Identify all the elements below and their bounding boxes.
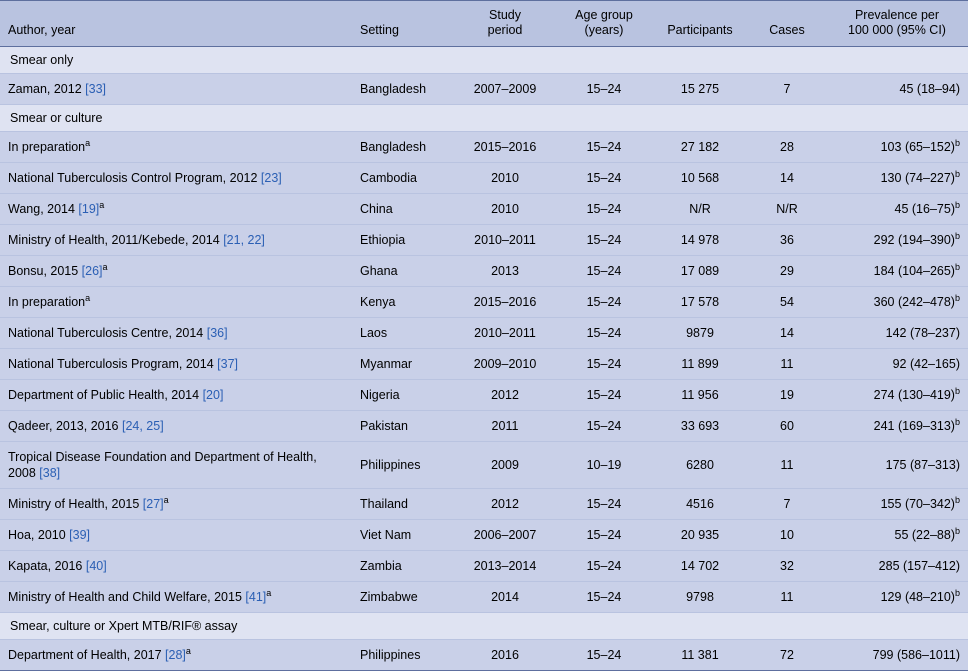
column-header-prevalence-line1: Prevalence per bbox=[854, 8, 940, 22]
cell-cases: N/R bbox=[748, 194, 826, 225]
cell-setting: Nigeria bbox=[352, 380, 454, 411]
author-footnote-marker: a bbox=[102, 261, 108, 272]
cell-cases: 11 bbox=[748, 349, 826, 380]
cell-setting: Philippines bbox=[352, 640, 454, 671]
cell-study-period: 2012 bbox=[454, 489, 556, 520]
table-row bbox=[0, 349, 968, 380]
cell-participants: 11 956 bbox=[652, 380, 748, 411]
cell-cases: 72 bbox=[748, 640, 826, 671]
cell-setting: Laos bbox=[352, 318, 454, 349]
author-year-text: Qadeer, 2013, 2016 bbox=[8, 419, 122, 433]
cell-cases: 7 bbox=[748, 74, 826, 105]
cell-prevalence bbox=[826, 256, 968, 287]
table-group-row bbox=[0, 47, 968, 74]
author-year-text: Hoa, 2010 bbox=[8, 528, 70, 542]
author-year-text: Kapata, 2016 bbox=[8, 559, 86, 573]
prevalence-value: 45 (16–75) bbox=[894, 202, 955, 216]
cell-setting: Pakistan bbox=[352, 411, 454, 442]
cell-prevalence bbox=[826, 442, 968, 489]
table-group-row bbox=[0, 105, 968, 132]
cell-cases: 60 bbox=[748, 411, 826, 442]
cell-author-year bbox=[0, 194, 352, 225]
prevalence-value: 799 (586–1011) bbox=[872, 648, 960, 662]
table-row bbox=[0, 318, 968, 349]
prevalence-footnote-marker: b bbox=[954, 416, 960, 427]
cell-setting: Zimbabwe bbox=[352, 582, 454, 613]
table-row bbox=[0, 132, 968, 163]
cell-participants: 15 275 bbox=[652, 74, 748, 105]
cell-cases: 29 bbox=[748, 256, 826, 287]
cell-participants: 9798 bbox=[652, 582, 748, 613]
cell-author-year bbox=[0, 163, 352, 194]
cell-participants: 11 381 bbox=[652, 640, 748, 671]
prevalence-footnote-marker: b bbox=[954, 168, 960, 179]
cell-author-year bbox=[0, 74, 352, 105]
cell-participants: 17 578 bbox=[652, 287, 748, 318]
prevalence-value: 103 (65–152) bbox=[880, 140, 955, 154]
prevalence-footnote-marker: b bbox=[954, 137, 960, 148]
cell-age-group: 15–24 bbox=[556, 194, 652, 225]
cell-setting: Kenya bbox=[352, 287, 454, 318]
cell-setting: China bbox=[352, 194, 454, 225]
cell-prevalence bbox=[826, 194, 968, 225]
cell-participants: 14 702 bbox=[652, 551, 748, 582]
table-group-row bbox=[0, 613, 968, 640]
cell-author-year bbox=[0, 640, 352, 671]
cell-cases: 7 bbox=[748, 489, 826, 520]
prevalence-value: 55 (22–88) bbox=[894, 528, 955, 542]
cell-participants: 11 899 bbox=[652, 349, 748, 380]
cell-participants: 33 693 bbox=[652, 411, 748, 442]
cell-age-group: 15–24 bbox=[556, 489, 652, 520]
cell-setting: Thailand bbox=[352, 489, 454, 520]
cell-study-period: 2013 bbox=[454, 256, 556, 287]
column-header-author: Author, year bbox=[0, 1, 352, 47]
cell-setting: Ghana bbox=[352, 256, 454, 287]
prevalence-footnote-marker: b bbox=[954, 230, 960, 241]
cell-prevalence bbox=[826, 520, 968, 551]
cell-age-group: 15–24 bbox=[556, 318, 652, 349]
cell-age-group: 15–24 bbox=[556, 520, 652, 551]
table-row bbox=[0, 74, 968, 105]
cell-prevalence bbox=[826, 640, 968, 671]
cell-setting: Philippines bbox=[352, 442, 454, 489]
cell-cases: 11 bbox=[748, 582, 826, 613]
cell-study-period: 2016 bbox=[454, 640, 556, 671]
column-header-age-group-line1: Age group bbox=[575, 8, 633, 22]
cell-author-year bbox=[0, 256, 352, 287]
author-footnote-marker: a bbox=[185, 645, 191, 656]
cell-prevalence bbox=[826, 163, 968, 194]
cell-age-group: 15–24 bbox=[556, 582, 652, 613]
table-row bbox=[0, 380, 968, 411]
cell-cases: 14 bbox=[748, 318, 826, 349]
cell-cases: 14 bbox=[748, 163, 826, 194]
cell-study-period: 2006–2007 bbox=[454, 520, 556, 551]
cell-participants: N/R bbox=[652, 194, 748, 225]
cell-participants: 27 182 bbox=[652, 132, 748, 163]
prevalence-value: 184 (104–265) bbox=[873, 264, 955, 278]
table-row bbox=[0, 520, 968, 551]
author-year-text: National Tuberculosis Program, 2014 bbox=[8, 357, 218, 371]
table-row bbox=[0, 489, 968, 520]
citation-reference-link[interactable]: [27] bbox=[142, 497, 164, 511]
cell-participants: 10 568 bbox=[652, 163, 748, 194]
cell-cases: 54 bbox=[748, 287, 826, 318]
table-header-row bbox=[0, 1, 968, 47]
cell-cases: 28 bbox=[748, 132, 826, 163]
table-row bbox=[0, 163, 968, 194]
table-row bbox=[0, 225, 968, 256]
citation-reference-link[interactable]: [38] bbox=[39, 466, 61, 480]
cell-cases: 32 bbox=[748, 551, 826, 582]
cell-setting: Bangladesh bbox=[352, 74, 454, 105]
table-row bbox=[0, 256, 968, 287]
prevalence-value: 360 (242–478) bbox=[873, 295, 955, 309]
cell-prevalence bbox=[826, 489, 968, 520]
cell-age-group: 15–24 bbox=[556, 551, 652, 582]
author-year-text: Zaman, 2012 bbox=[8, 82, 86, 96]
citation-reference-link[interactable]: [36] bbox=[206, 326, 228, 340]
prevalence-footnote-marker: b bbox=[954, 525, 960, 536]
cell-author-year bbox=[0, 349, 352, 380]
author-year-text: Bonsu, 2015 bbox=[8, 264, 82, 278]
cell-author-year bbox=[0, 520, 352, 551]
author-year-text: Ministry of Health and Child Welfare, 2015 bbox=[8, 590, 246, 604]
cell-cases: 10 bbox=[748, 520, 826, 551]
cell-age-group: 15–24 bbox=[556, 225, 652, 256]
cell-study-period: 2009–2010 bbox=[454, 349, 556, 380]
author-footnote-marker: a bbox=[85, 292, 91, 303]
table-group-label: Smear only bbox=[0, 47, 968, 74]
citation-reference-link[interactable]: [39] bbox=[69, 528, 91, 542]
cell-author-year bbox=[0, 225, 352, 256]
cell-setting: Viet Nam bbox=[352, 520, 454, 551]
author-footnote-marker: a bbox=[163, 494, 169, 505]
table-row bbox=[0, 640, 968, 671]
cell-participants: 6280 bbox=[652, 442, 748, 489]
table-row bbox=[0, 551, 968, 582]
cell-age-group: 15–24 bbox=[556, 132, 652, 163]
table-group-label: Smear or culture bbox=[0, 105, 968, 132]
cell-study-period: 2014 bbox=[454, 582, 556, 613]
cell-study-period: 2007–2009 bbox=[454, 74, 556, 105]
prevalence-value: 285 (157–412) bbox=[878, 559, 960, 573]
citation-reference-link[interactable]: [20] bbox=[202, 388, 224, 402]
cell-age-group: 10–19 bbox=[556, 442, 652, 489]
cell-cases: 11 bbox=[748, 442, 826, 489]
prevalence-value: 274 (130–419) bbox=[873, 388, 955, 402]
prevalence-value: 45 (18–94) bbox=[899, 82, 960, 96]
cell-age-group: 15–24 bbox=[556, 74, 652, 105]
cell-setting: Bangladesh bbox=[352, 132, 454, 163]
cell-age-group: 15–24 bbox=[556, 411, 652, 442]
prevalence-value: 292 (194–390) bbox=[873, 233, 955, 247]
table-row bbox=[0, 442, 968, 489]
author-year-text: Tropical Disease Foundation and Department of Health, 2008 bbox=[8, 450, 317, 480]
prevalence-value: 129 (48–210) bbox=[880, 590, 955, 604]
citation-reference-link[interactable]: [19] bbox=[78, 202, 100, 216]
prevalence-footnote-marker: b bbox=[954, 292, 960, 303]
table-row bbox=[0, 287, 968, 318]
cell-setting: Zambia bbox=[352, 551, 454, 582]
table-row bbox=[0, 411, 968, 442]
cell-participants: 17 089 bbox=[652, 256, 748, 287]
author-footnote-marker: a bbox=[85, 137, 91, 148]
table-header bbox=[0, 1, 968, 47]
cell-study-period: 2010–2011 bbox=[454, 225, 556, 256]
prevalence-footnote-marker: b bbox=[954, 199, 960, 210]
prevalence-footnote-marker: b bbox=[954, 385, 960, 396]
prevalence-value: 92 (42–165) bbox=[892, 357, 960, 371]
cell-author-year bbox=[0, 411, 352, 442]
cell-prevalence bbox=[826, 411, 968, 442]
cell-author-year bbox=[0, 582, 352, 613]
citation-reference-link[interactable]: [23] bbox=[260, 171, 282, 185]
author-year-text: Ministry of Health, 2015 bbox=[8, 497, 143, 511]
column-header-cases: Cases bbox=[748, 1, 826, 47]
cell-study-period: 2009 bbox=[454, 442, 556, 489]
cell-study-period: 2015–2016 bbox=[454, 287, 556, 318]
cell-study-period: 2015–2016 bbox=[454, 132, 556, 163]
author-year-text: Department of Public Health, 2014 bbox=[8, 388, 203, 402]
author-year-text: In preparation bbox=[8, 140, 86, 154]
table-body bbox=[0, 47, 968, 671]
column-header-age-group bbox=[556, 1, 652, 47]
column-header-setting: Setting bbox=[352, 1, 454, 47]
citation-reference-link[interactable]: [24, 25] bbox=[121, 419, 164, 433]
prevalence-value: 155 (70–342) bbox=[880, 497, 955, 511]
cell-study-period: 2010 bbox=[454, 163, 556, 194]
author-year-text: In preparation bbox=[8, 295, 86, 309]
author-year-text: Ministry of Health, 2011/Kebede, 2014 bbox=[8, 233, 224, 247]
citation-reference-link[interactable]: [37] bbox=[217, 357, 238, 371]
column-header-prevalence bbox=[826, 1, 968, 47]
cell-prevalence bbox=[826, 380, 968, 411]
cell-prevalence bbox=[826, 582, 968, 613]
citation-reference-link[interactable]: [40] bbox=[85, 559, 107, 573]
prevalence-footnote-marker: b bbox=[954, 587, 960, 598]
cell-author-year bbox=[0, 318, 352, 349]
cell-prevalence bbox=[826, 74, 968, 105]
cell-cases: 36 bbox=[748, 225, 826, 256]
cell-age-group: 15–24 bbox=[556, 380, 652, 411]
column-header-age-group-line2: (years) bbox=[584, 23, 624, 37]
cell-cases: 19 bbox=[748, 380, 826, 411]
cell-study-period: 2013–2014 bbox=[454, 551, 556, 582]
cell-prevalence bbox=[826, 225, 968, 256]
column-header-study-period-line1: Study bbox=[489, 8, 521, 22]
citation-reference-link[interactable]: [21, 22] bbox=[223, 233, 265, 247]
prevalence-value: 130 (74–227) bbox=[880, 171, 955, 185]
author-year-text: National Tuberculosis Control Program, 2012 bbox=[8, 171, 261, 185]
table-row bbox=[0, 582, 968, 613]
cell-author-year bbox=[0, 442, 352, 489]
column-header-study-period-line2: period bbox=[487, 23, 523, 37]
column-header-study-period bbox=[454, 1, 556, 47]
cell-author-year bbox=[0, 132, 352, 163]
author-footnote-marker: a bbox=[266, 587, 272, 598]
cell-study-period: 2010–2011 bbox=[454, 318, 556, 349]
table-group-label: Smear, culture or Xpert MTB/RIF® assay bbox=[0, 613, 968, 640]
cell-participants: 9879 bbox=[652, 318, 748, 349]
cell-age-group: 15–24 bbox=[556, 640, 652, 671]
cell-author-year bbox=[0, 287, 352, 318]
author-year-text: National Tuberculosis Centre, 2014 bbox=[8, 326, 207, 340]
citation-reference-link[interactable]: [28] bbox=[165, 648, 186, 662]
cell-setting: Cambodia bbox=[352, 163, 454, 194]
prevalence-value: 142 (78–237) bbox=[885, 326, 960, 340]
citation-reference-link[interactable]: [41] bbox=[245, 590, 267, 604]
cell-prevalence bbox=[826, 349, 968, 380]
table-row bbox=[0, 194, 968, 225]
cell-study-period: 2010 bbox=[454, 194, 556, 225]
cell-age-group: 15–24 bbox=[556, 349, 652, 380]
citation-reference-link[interactable]: [26] bbox=[81, 264, 103, 278]
prevalence-value: 175 (87–313) bbox=[885, 458, 960, 472]
cell-participants: 14 978 bbox=[652, 225, 748, 256]
cell-author-year bbox=[0, 380, 352, 411]
author-year-text: Department of Health, 2017 bbox=[8, 648, 166, 662]
cell-age-group: 15–24 bbox=[556, 163, 652, 194]
prevalence-footnote-marker: b bbox=[954, 261, 960, 272]
cell-prevalence bbox=[826, 318, 968, 349]
cell-age-group: 15–24 bbox=[556, 256, 652, 287]
prevalence-value: 241 (169–313) bbox=[873, 419, 955, 433]
cell-participants: 20 935 bbox=[652, 520, 748, 551]
cell-author-year bbox=[0, 551, 352, 582]
column-header-prevalence-line2: 100 000 (95% CI) bbox=[848, 23, 946, 37]
cell-age-group: 15–24 bbox=[556, 287, 652, 318]
cell-participants: 4516 bbox=[652, 489, 748, 520]
prevalence-footnote-marker: b bbox=[954, 494, 960, 505]
citation-reference-link[interactable]: [33] bbox=[85, 82, 106, 96]
cell-prevalence bbox=[826, 287, 968, 318]
cell-study-period: 2011 bbox=[454, 411, 556, 442]
author-year-text: Wang, 2014 bbox=[8, 202, 79, 216]
cell-setting: Myanmar bbox=[352, 349, 454, 380]
cell-study-period: 2012 bbox=[454, 380, 556, 411]
column-header-participants: Participants bbox=[652, 1, 748, 47]
author-footnote-marker: a bbox=[99, 199, 105, 210]
cell-prevalence bbox=[826, 132, 968, 163]
cell-author-year bbox=[0, 489, 352, 520]
cell-prevalence bbox=[826, 551, 968, 582]
cell-setting: Ethiopia bbox=[352, 225, 454, 256]
